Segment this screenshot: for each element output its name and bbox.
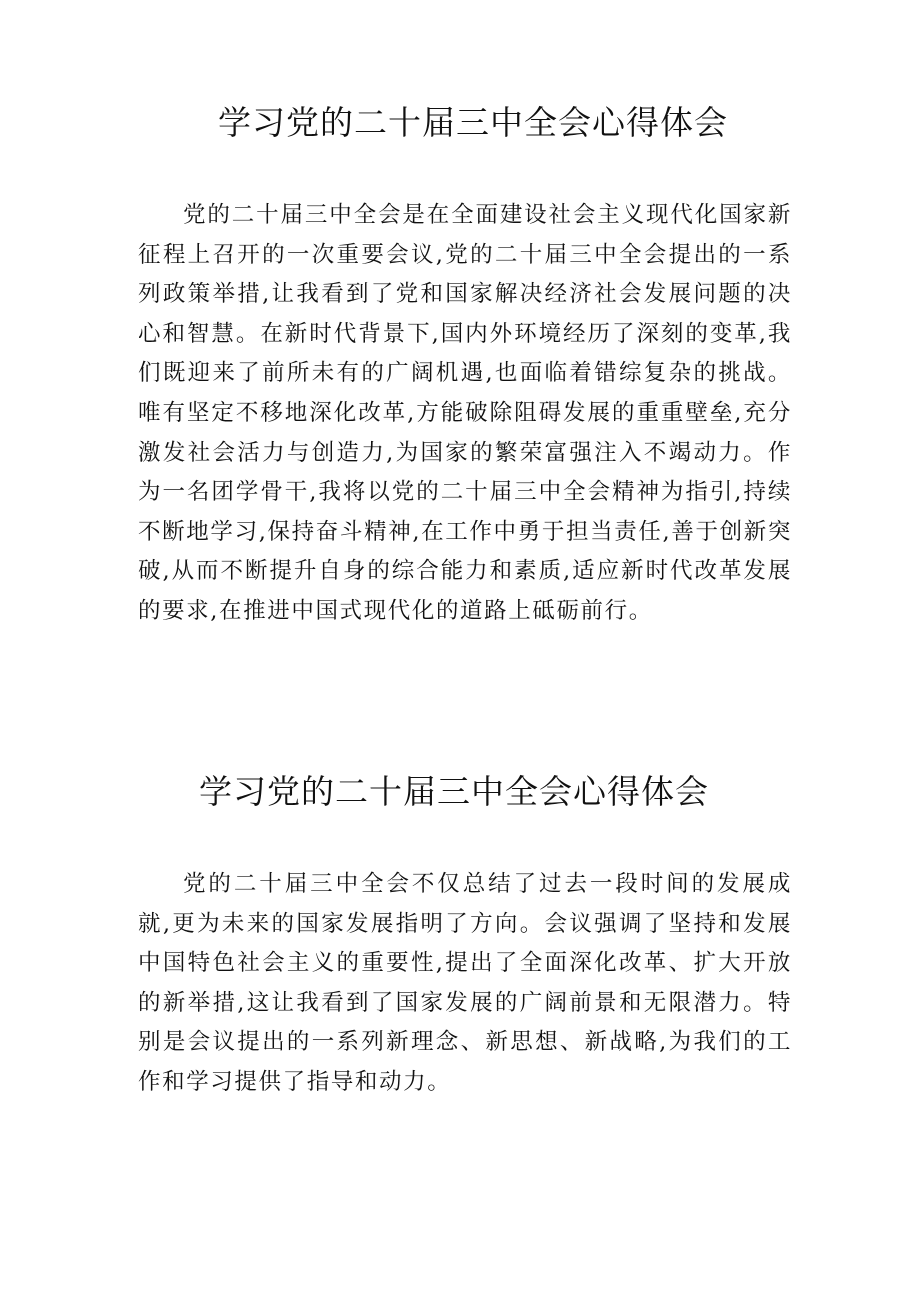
section-2-title: 学习党的二十届三中全会心得体会 <box>199 772 709 811</box>
section-1-body: 党的二十届三中全会是在全面建设社会主义现代化国家新征程上召开的一次重要会议,党的二十届三中全会提出的一系列政策举措,让我看到了党和国家解决经济社会发展问题的决心和智慧。在新时代背景下,国内外环境经历了深刻的变革,我们既迎来了前所未有的广阔机遇,也面临着错综复杂的挑战。唯有坚定不移地深化改革,方能破除阻碍发展的重重壁垒,充分激发社会活力与创造力,为国家的繁荣富强注入不竭动力。作为一名团学骨干,我将以党的二十届三中全会精神为指引,持续不断地学习,保持奋斗精神,在工作中勇于担当责任,善于创新突破,从而不断提升自身的综合能力和素质,适应新时代改革发展的要求,在推进中国式现代化的道路上砥砺前行。 <box>138 202 792 624</box>
section-1-title: 学习党的二十届三中全会心得体会 <box>218 103 728 142</box>
section-2-body: 党的二十届三中全会不仅总结了过去一段时间的发展成就,更为未来的国家发展指明了方向。会议强调了坚持和发展中国特色社会主义的重要性,提出了全面深化改革、扩大开放的新举措,这让我看到了国家发展的广阔前景和无限潜力。特别是会议提出的一系列新理念、新思想、新战略,为我们的工作和学习提供了指导和动力。 <box>138 871 792 1095</box>
